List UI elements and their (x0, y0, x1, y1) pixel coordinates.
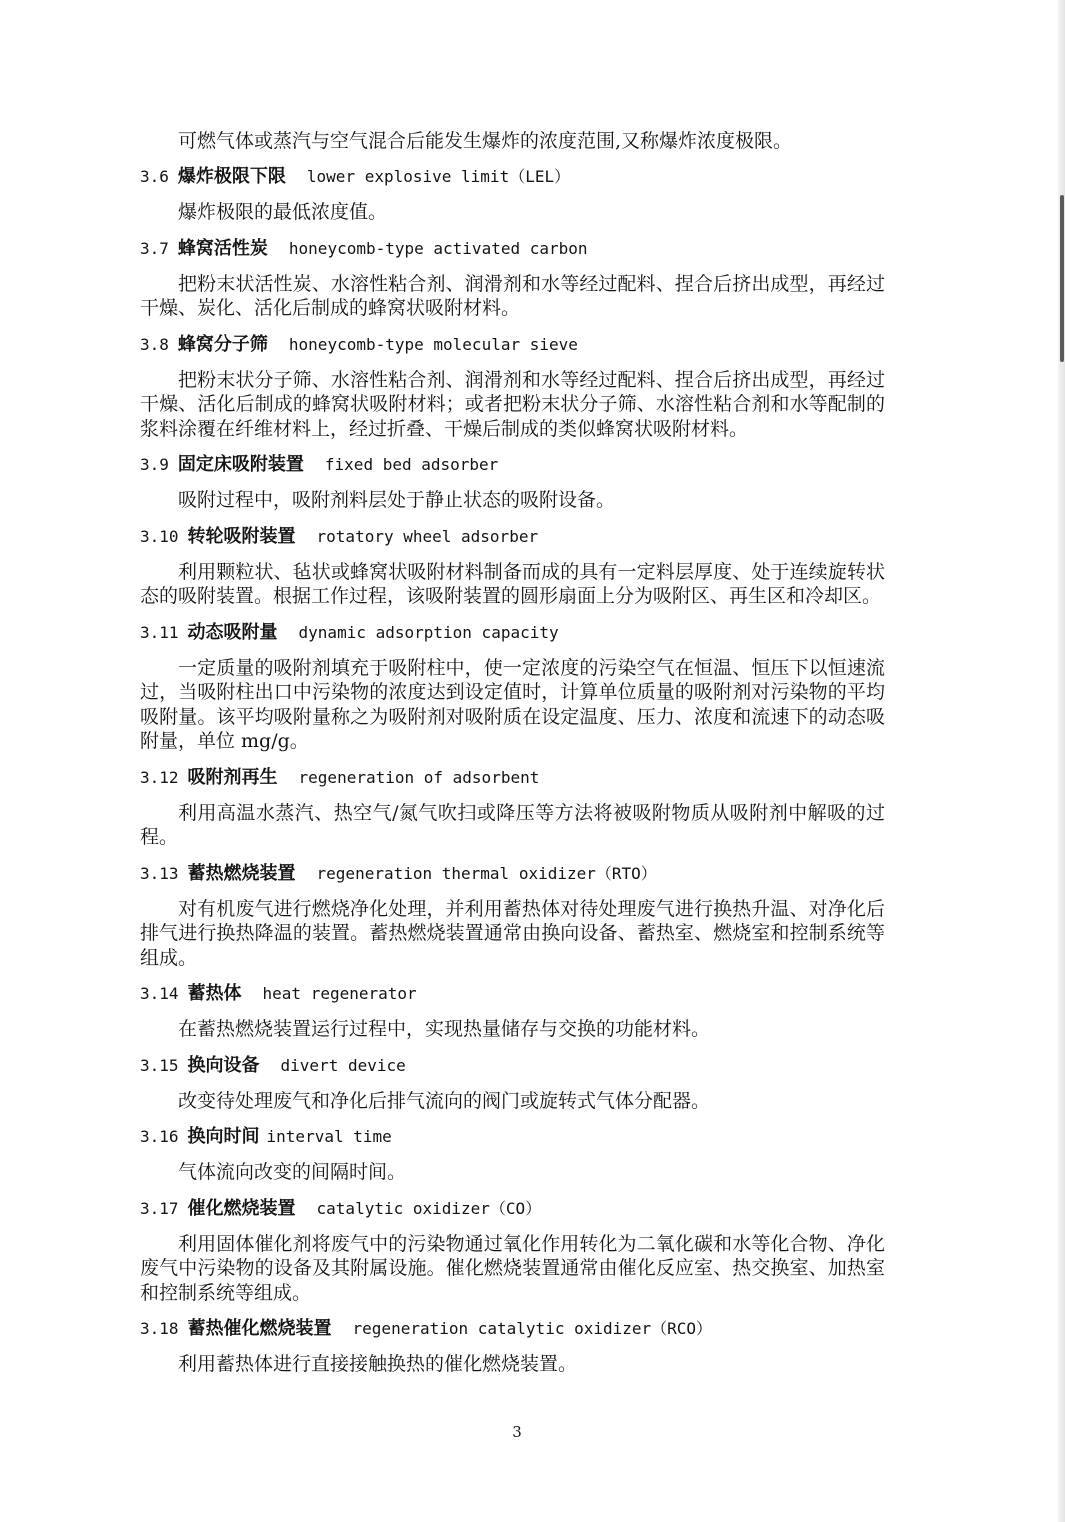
term-english: dynamic adsorption capacity (298, 622, 559, 642)
term-number: 3.18 (140, 1319, 179, 1339)
term-english: regeneration thermal oxidizer（RTO） (316, 863, 657, 883)
term-3-15 (140, 1054, 885, 1114)
term-english: heat regenerator (262, 984, 417, 1004)
term-number: 3.7 (140, 238, 169, 258)
term-heading (140, 1197, 885, 1221)
term-number: 3.10 (140, 526, 179, 546)
term-number: 3.12 (140, 767, 179, 787)
term-chinese: 固定床吸附装置 (177, 454, 304, 476)
term-number: 3.17 (140, 1198, 179, 1218)
term-3-9 (140, 453, 885, 513)
term-number: 3.13 (140, 863, 179, 883)
term-heading (140, 862, 885, 886)
term-english: interval time (266, 1127, 392, 1147)
term-definition: 爆炸极限的最低浓度值。 (178, 201, 388, 224)
term-chinese: 换向设备 (187, 1054, 260, 1076)
term-definition: 吸附过程中，吸附剂料层处于静止状态的吸附设备。 (178, 489, 616, 512)
term-chinese: 吸附剂再生 (187, 766, 278, 788)
term-chinese: 动态吸附量 (187, 621, 278, 643)
term-chinese: 蓄热催化燃烧装置 (187, 1318, 332, 1340)
term-chinese: 蜂窝分子筛 (177, 333, 268, 355)
term-heading (140, 165, 885, 189)
term-definition: 在蓄热燃烧装置运行过程中，实现热量储存与交换的功能材料。 (178, 1018, 711, 1041)
term-definition: 对有机废气进行燃烧净化处理，并利用蓄热体对待处理废气进行换热升温、对净化后排气进行换热降温的装置。蓄热燃烧装置通常由换向设备、蓄热室、燃烧室和控制系统等组成。 (140, 897, 885, 969)
document-body (140, 129, 885, 1377)
term-english: regeneration catalytic oxidizer（RCO） (352, 1319, 713, 1339)
term-3-10 (140, 525, 885, 609)
term-3-7 (140, 237, 885, 321)
term-chinese: 催化燃烧装置 (187, 1197, 296, 1219)
term-heading (140, 1317, 885, 1341)
term-definition: 利用固体催化剂将废气中的污染物通过氧化作用转化为二氧化碳和水等化合物、净化废气中污染物的设备及其附属设施。催化燃烧装置通常由催化反应室、热交换室、加热室和控制系统等组成。 (140, 1232, 885, 1304)
term-english: rotatory wheel adsorber (316, 526, 539, 546)
term-heading (140, 621, 885, 645)
continued-definition: 可燃气体或蒸汽与空气混合后能发生爆炸的浓度范围,又称爆炸浓度极限。 (178, 129, 793, 152)
term-english: divert device (280, 1055, 406, 1075)
term-3-6 (140, 165, 885, 225)
term-chinese: 换向时间 (187, 1126, 260, 1148)
term-definition: 利用高温水蒸汽、热空气/氮气吹扫或降压等方法将被吸附物质从吸附剂中解吸的过程。 (140, 801, 885, 849)
term-3-11 (140, 621, 885, 754)
term-english: honeycomb-type activated carbon (288, 238, 588, 258)
term-3-13 (140, 862, 885, 971)
term-heading (140, 1125, 885, 1149)
term-number: 3.14 (140, 984, 179, 1004)
term-definition: 一定质量的吸附剂填充于吸附柱中，使一定浓度的污染空气在恒温、恒压下以恒速流过，当吸附柱出口中污染物的浓度达到设定值时，计算单位质量的吸附剂对污染物的平均吸附量。该平均吸附量称之为吸附剂对吸附质在设定温度、压力、浓度和流速下的动态吸附量，单位 mg/g。 (140, 656, 885, 753)
term-heading (140, 1054, 885, 1078)
term-heading (140, 333, 885, 357)
term-number: 3.6 (140, 167, 169, 187)
page-number: 3 (512, 1423, 522, 1441)
term-number: 3.9 (140, 455, 169, 475)
term-chinese: 蜂窝活性炭 (177, 237, 268, 259)
term-definition: 利用颗粒状、毡状或蜂窝状吸附材料制备而成的具有一定料层厚度、处于连续旋转状态的吸附装置。根据工作过程，该吸附装置的圆形扇面上分为吸附区、再生区和冷却区。 (140, 560, 885, 608)
term-chinese: 蓄热燃烧装置 (187, 862, 296, 884)
term-number: 3.16 (140, 1127, 179, 1147)
term-3-14 (140, 982, 885, 1042)
term-3-8 (140, 333, 885, 442)
term-definition: 利用蓄热体进行直接接触换热的催化燃烧装置。 (178, 1353, 578, 1376)
term-heading (140, 525, 885, 549)
term-english: honeycomb-type molecular sieve (288, 334, 578, 354)
term-3-18 (140, 1317, 885, 1377)
term-heading (140, 766, 885, 790)
term-number: 3.8 (140, 334, 169, 354)
term-heading (140, 237, 885, 261)
scrollbar-thumb[interactable] (1060, 195, 1064, 362)
term-definition: 改变待处理废气和净化后排气流向的阀门或旋转式气体分配器。 (178, 1089, 711, 1112)
term-chinese: 转轮吸附装置 (187, 525, 296, 547)
term-chinese: 爆炸极限下限 (177, 166, 286, 188)
term-english: regeneration of adsorbent (298, 767, 540, 787)
term-3-17 (140, 1197, 885, 1306)
term-number: 3.11 (140, 622, 179, 642)
term-heading (140, 982, 885, 1006)
term-3-12 (140, 766, 885, 850)
term-number: 3.15 (140, 1055, 179, 1075)
term-english: fixed bed adsorber (324, 455, 499, 475)
term-3-16 (140, 1125, 885, 1185)
term-chinese: 蓄热体 (187, 983, 242, 1005)
term-definition: 把粉末状活性炭、水溶性粘合剂、润滑剂和水等经过配料、捏合后挤出成型，再经过干燥、炭化、活化后制成的蜂窝状吸附材料。 (140, 272, 885, 320)
term-english: catalytic oxidizer（CO） (316, 1198, 542, 1218)
term-definition: 把粉末状分子筛、水溶性粘合剂、润滑剂和水等经过配料、捏合后挤出成型，再经过干燥、活化后制成的蜂窝状吸附材料；或者把粉末状分子筛、水溶性粘合剂和水等配制的浆料涂覆在纤维材料上，经过折叠、干燥后制成的类似蜂窝状吸附材料。 (140, 368, 885, 440)
term-english: lower explosive limit（LEL） (306, 167, 571, 187)
term-heading (140, 453, 885, 477)
term-definition: 气体流向改变的间隔时间。 (178, 1161, 407, 1184)
